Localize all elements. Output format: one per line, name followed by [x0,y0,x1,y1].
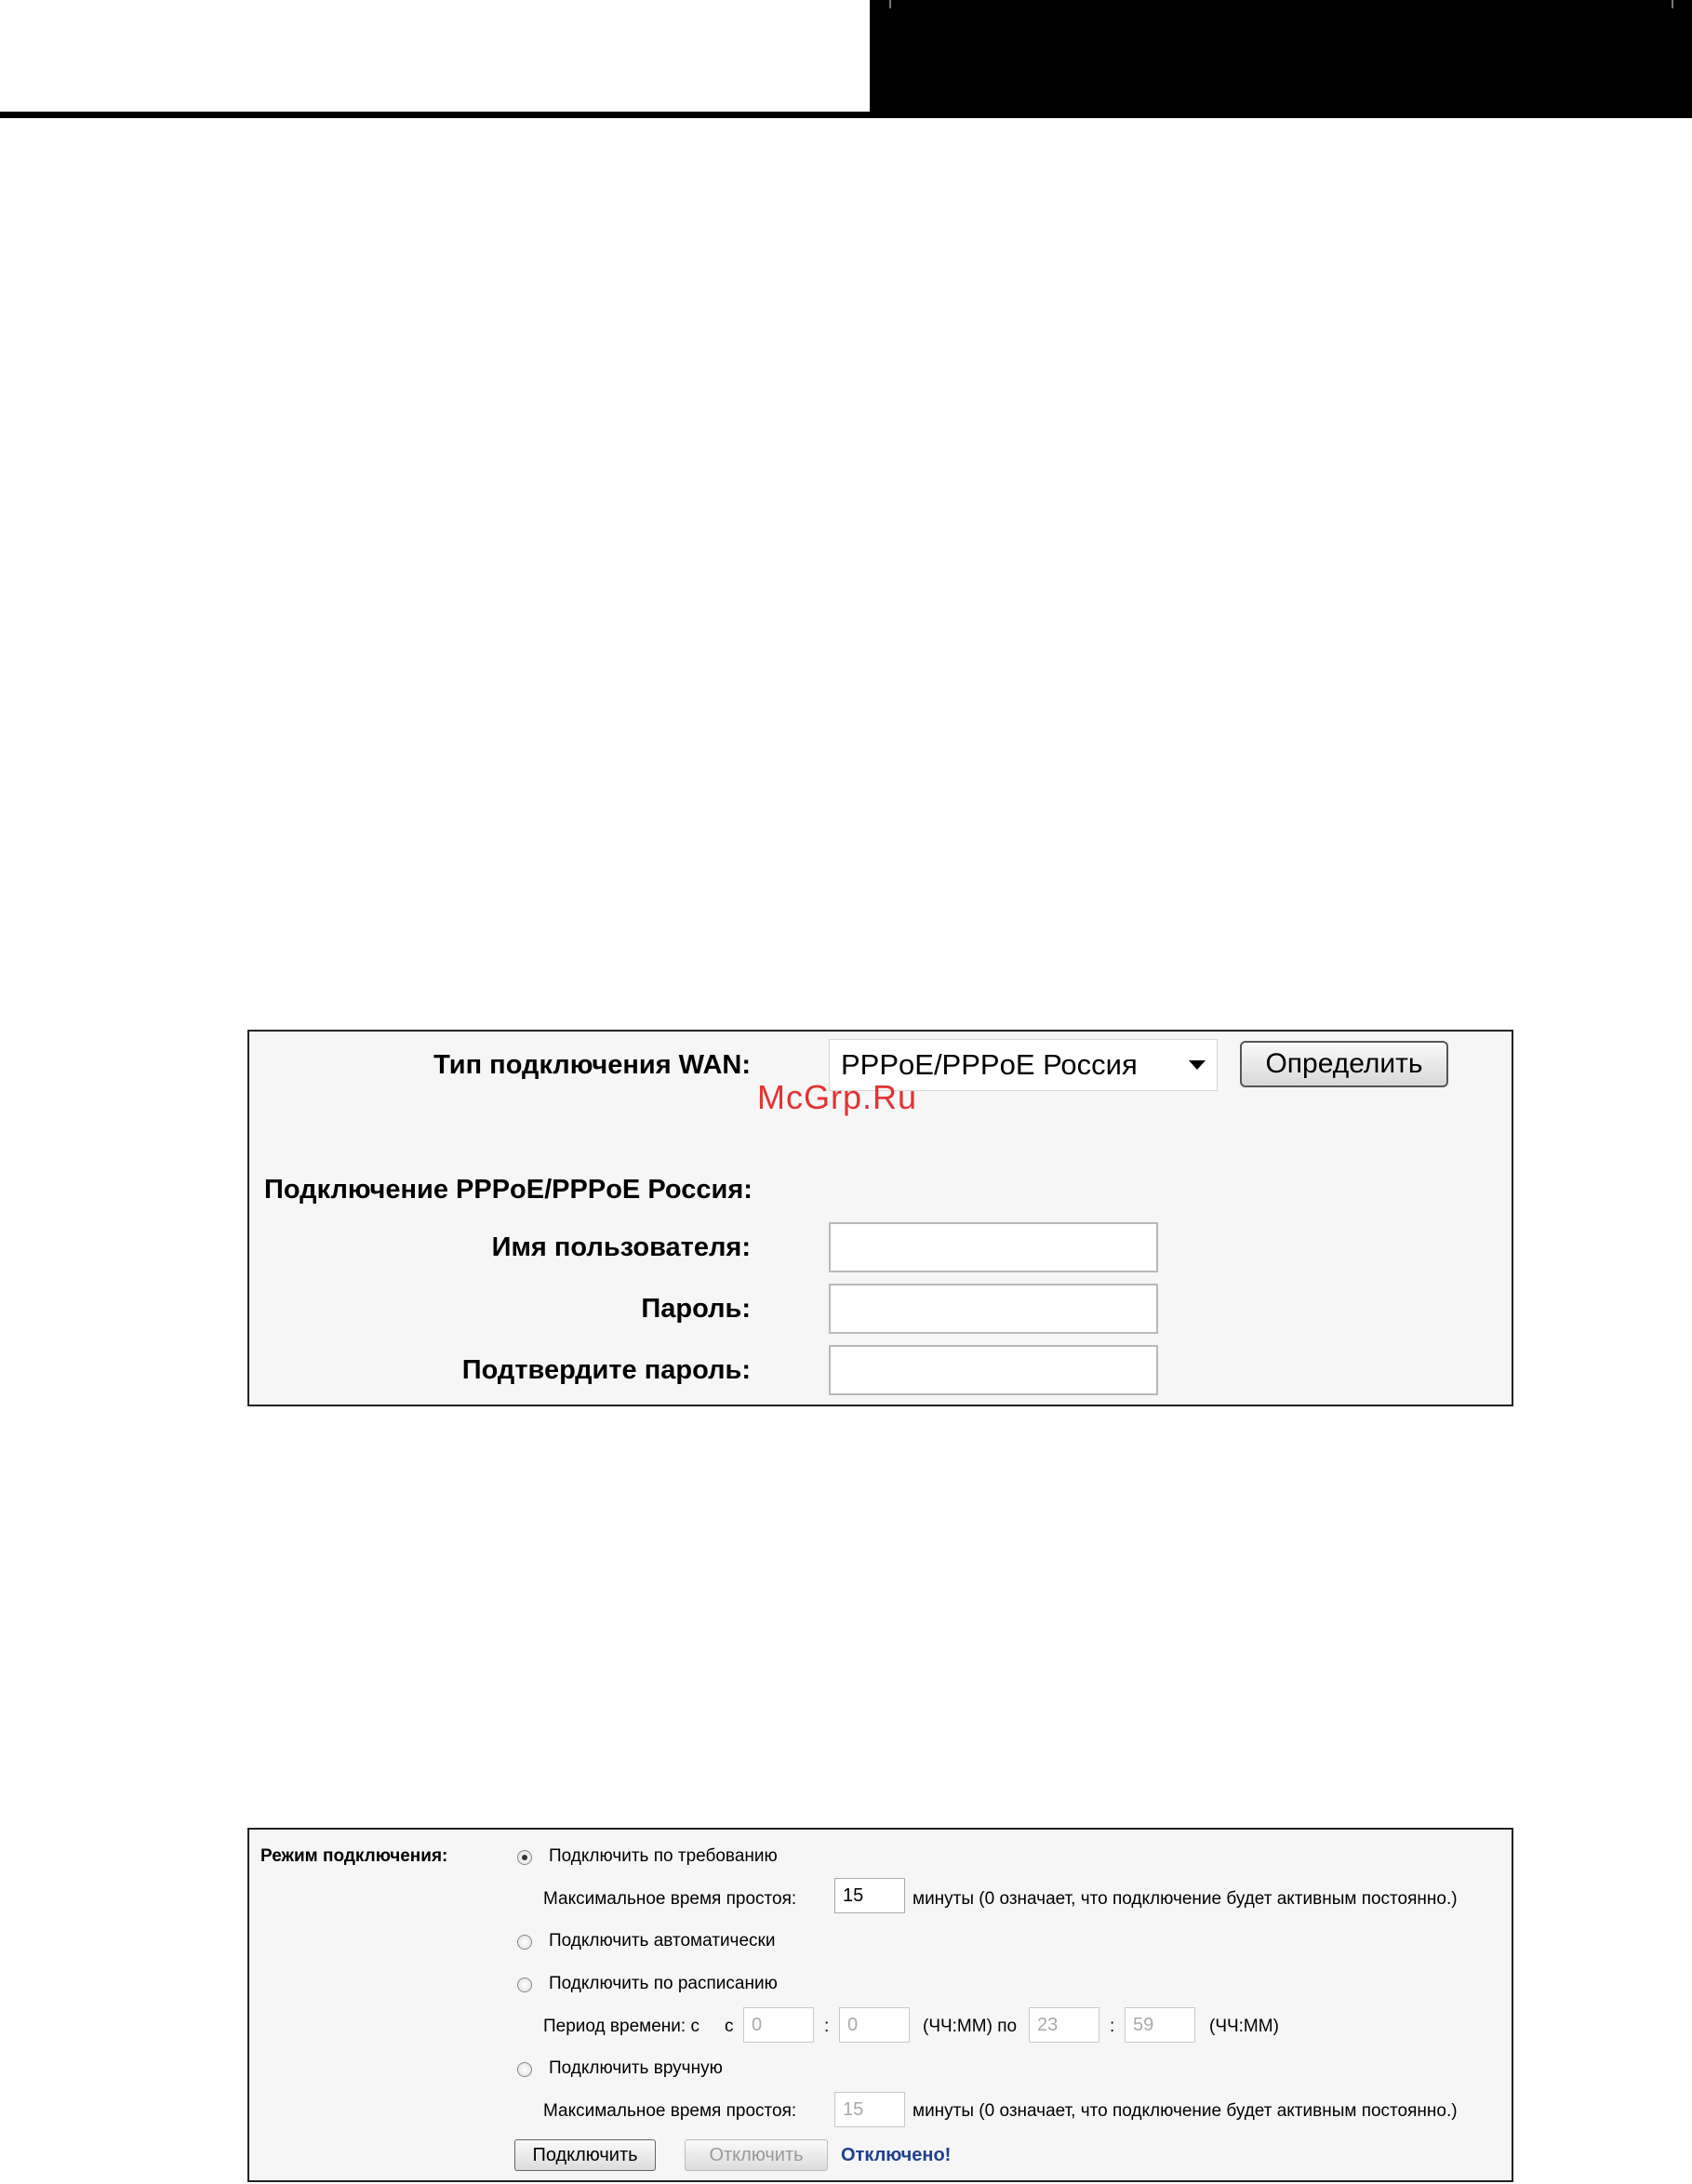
radio-on-demand[interactable] [517,1850,532,1865]
wan-settings-panel [247,1030,1513,1406]
disconnect-button[interactable]: Отключить [685,2139,828,2171]
to-hour-input[interactable]: 23 [1029,2007,1099,2043]
connection-mode-label: Режим подключения: [260,1846,448,1866]
radio-auto[interactable] [517,1935,532,1950]
wan-type-value: PPPoE/PPPoE Россия [841,1048,1138,1081]
manual-max-idle-input[interactable]: 15 [834,2092,905,2127]
header-tick-right [1672,0,1673,8]
username-input[interactable] [829,1222,1158,1272]
radio-manual[interactable] [517,2062,532,2077]
from-label: с [725,2017,734,2036]
connection-mode-panel [247,1828,1513,2182]
chevron-down-icon [1189,1060,1206,1070]
confirm-password-label: Подтвердите пароль: [461,1355,751,1385]
status-text: Отключено! [841,2145,952,2165]
hhmm-label: (ЧЧ:ММ) [1209,2017,1279,2036]
confirm-password-input[interactable] [829,1345,1158,1395]
schedule-label: Подключить по расписанию [549,1974,778,1993]
header-block [870,0,1692,118]
max-idle-label: Максимальное время простоя: [543,1889,797,1909]
period-label: Период времени: с [543,2017,699,2036]
from-hour-input[interactable]: 0 [743,2007,814,2043]
manual-minutes-note: минуты (0 означает, что подключение будет активным постоянно.) [913,2101,1458,2121]
connect-button[interactable]: Подключить [514,2139,656,2171]
max-idle-input[interactable]: 15 [834,1878,905,1913]
wan-type-label: Тип подключения WAN: [433,1050,751,1080]
header-tick-left [889,0,891,8]
auto-label: Подключить автоматически [549,1931,776,1951]
password-input[interactable] [829,1284,1158,1334]
on-demand-label: Подключить по требованию [549,1846,778,1866]
password-label: Пароль: [641,1294,751,1324]
hhmm-to-label: (ЧЧ:ММ) по [923,2017,1018,2036]
pppoe-section-title: Подключение PPPoE/PPPoE Россия: [264,1175,753,1205]
manual-label: Подключить вручную [549,2058,723,2078]
watermark-text: McGrp.Ru [757,1078,918,1116]
from-minute-input[interactable]: 0 [839,2007,910,2043]
time-colon-2: : [1110,2017,1115,2036]
username-label: Имя пользователя: [491,1232,751,1262]
minutes-note: минуты (0 означает, что подключение будет активным постоянно.) [913,1889,1458,1909]
to-minute-input[interactable]: 59 [1125,2007,1195,2043]
radio-schedule[interactable] [517,1978,532,1992]
detect-button[interactable]: Определить [1240,1041,1448,1087]
header-line [0,112,874,118]
time-colon: : [824,2017,830,2036]
manual-max-idle-label: Максимальное время простоя: [543,2101,797,2121]
